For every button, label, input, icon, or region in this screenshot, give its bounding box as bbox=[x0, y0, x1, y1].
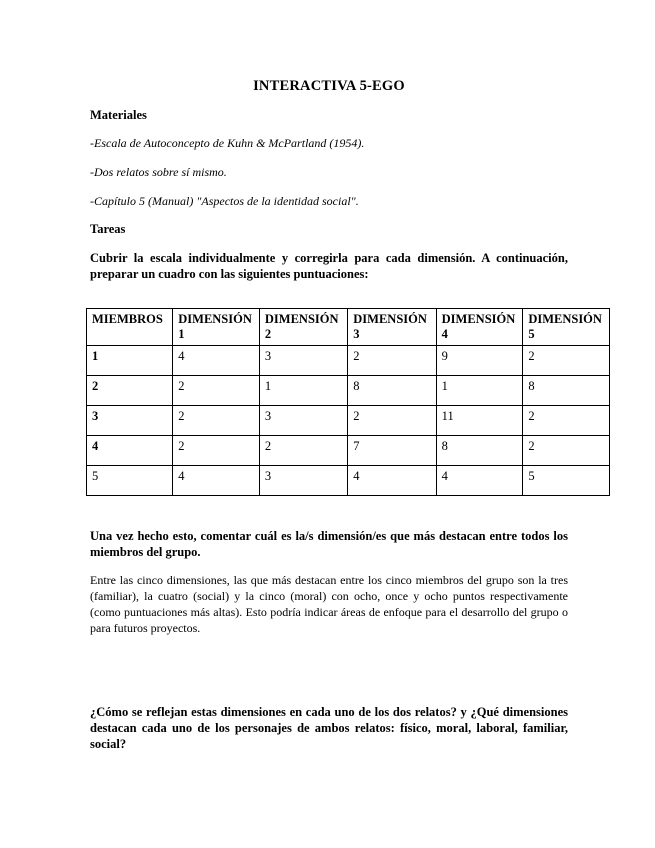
header-dimension-2: DIMENSIÓN 2 bbox=[259, 309, 347, 346]
cell-score: 8 bbox=[523, 376, 610, 406]
table-row bbox=[87, 466, 610, 496]
cell-score: 9 bbox=[436, 346, 523, 376]
cell-member: 4 bbox=[87, 436, 173, 466]
cell-score: 2 bbox=[348, 406, 436, 436]
cell-score: 11 bbox=[436, 406, 523, 436]
material-item-chapter: -Capítulo 5 (Manual) "Aspectos de la identidad social". bbox=[90, 194, 359, 208]
cell-score: 8 bbox=[348, 376, 436, 406]
cell-member: 3 bbox=[87, 406, 173, 436]
cell-score: 4 bbox=[436, 466, 523, 496]
cell-member: 5 bbox=[87, 466, 173, 496]
cell-score: 8 bbox=[436, 436, 523, 466]
cell-score: 4 bbox=[348, 466, 436, 496]
cell-member: 1 bbox=[87, 346, 173, 376]
cell-score: 1 bbox=[259, 376, 347, 406]
cell-score: 2 bbox=[173, 436, 260, 466]
table-row bbox=[87, 376, 610, 406]
cell-score: 3 bbox=[259, 346, 347, 376]
cell-score: 1 bbox=[436, 376, 523, 406]
cell-score: 3 bbox=[259, 466, 347, 496]
table-header-row bbox=[87, 309, 610, 346]
cell-member: 2 bbox=[87, 376, 173, 406]
header-dimension-4: DIMENSIÓN 4 bbox=[436, 309, 523, 346]
cell-score: 2 bbox=[348, 346, 436, 376]
tasks-instruction: Cubrir la escala individualmente y corregirla para cada dimensión. A continuación, preparar un cuadro con las siguientes puntuaciones: bbox=[90, 251, 568, 281]
cell-score: 2 bbox=[523, 346, 610, 376]
header-dimension-1: DIMENSIÓN 1 bbox=[173, 309, 260, 346]
material-item-scale: -Escala de Autoconcepto de Kuhn & McPartland (1954). bbox=[90, 136, 365, 150]
cell-score: 2 bbox=[173, 406, 260, 436]
cell-score: 4 bbox=[173, 346, 260, 376]
question-stories: ¿Cómo se reflejan estas dimensiones en cada uno de los dos relatos? y ¿Qué dimensiones destacan cada uno de los personajes de ambos relatos: físico, moral, laboral, familiar, social? bbox=[90, 705, 568, 751]
question-dimensions: Una vez hecho esto, comentar cuál es la/s dimensión/es que más destacan entre todos los miembros del grupo. bbox=[90, 529, 568, 559]
table-row bbox=[87, 406, 610, 436]
material-item-stories: -Dos relatos sobre sí mismo. bbox=[90, 165, 227, 179]
cell-score: 3 bbox=[259, 406, 347, 436]
header-members: MIEMBROS bbox=[87, 309, 173, 346]
table-row bbox=[87, 346, 610, 376]
cell-score: 4 bbox=[173, 466, 260, 496]
table-row bbox=[87, 436, 610, 466]
cell-score: 2 bbox=[173, 376, 260, 406]
tasks-heading: Tareas bbox=[90, 222, 126, 236]
cell-score: 2 bbox=[523, 406, 610, 436]
cell-score: 2 bbox=[259, 436, 347, 466]
cell-score: 7 bbox=[348, 436, 436, 466]
scores-table bbox=[86, 308, 610, 496]
document-title: INTERACTIVA 5-EGO bbox=[253, 78, 405, 94]
cell-score: 5 bbox=[523, 466, 610, 496]
cell-score: 2 bbox=[523, 436, 610, 466]
header-dimension-3: DIMENSIÓN 3 bbox=[348, 309, 436, 346]
answer-dimensions: Entre las cinco dimensiones, las que más destacan entre los cinco miembros del grupo son la tres (familiar), la cuatro (social) y la cinco (moral) con ocho, once y ocho puntos respectivamente (como puntuaciones más altas). Esto podría indicar áreas de enfoque para el desarrollo del grupo o para futuros proyectos. bbox=[90, 573, 568, 635]
header-dimension-5: DIMENSIÓN 5 bbox=[523, 309, 610, 346]
materials-heading: Materiales bbox=[90, 108, 147, 122]
